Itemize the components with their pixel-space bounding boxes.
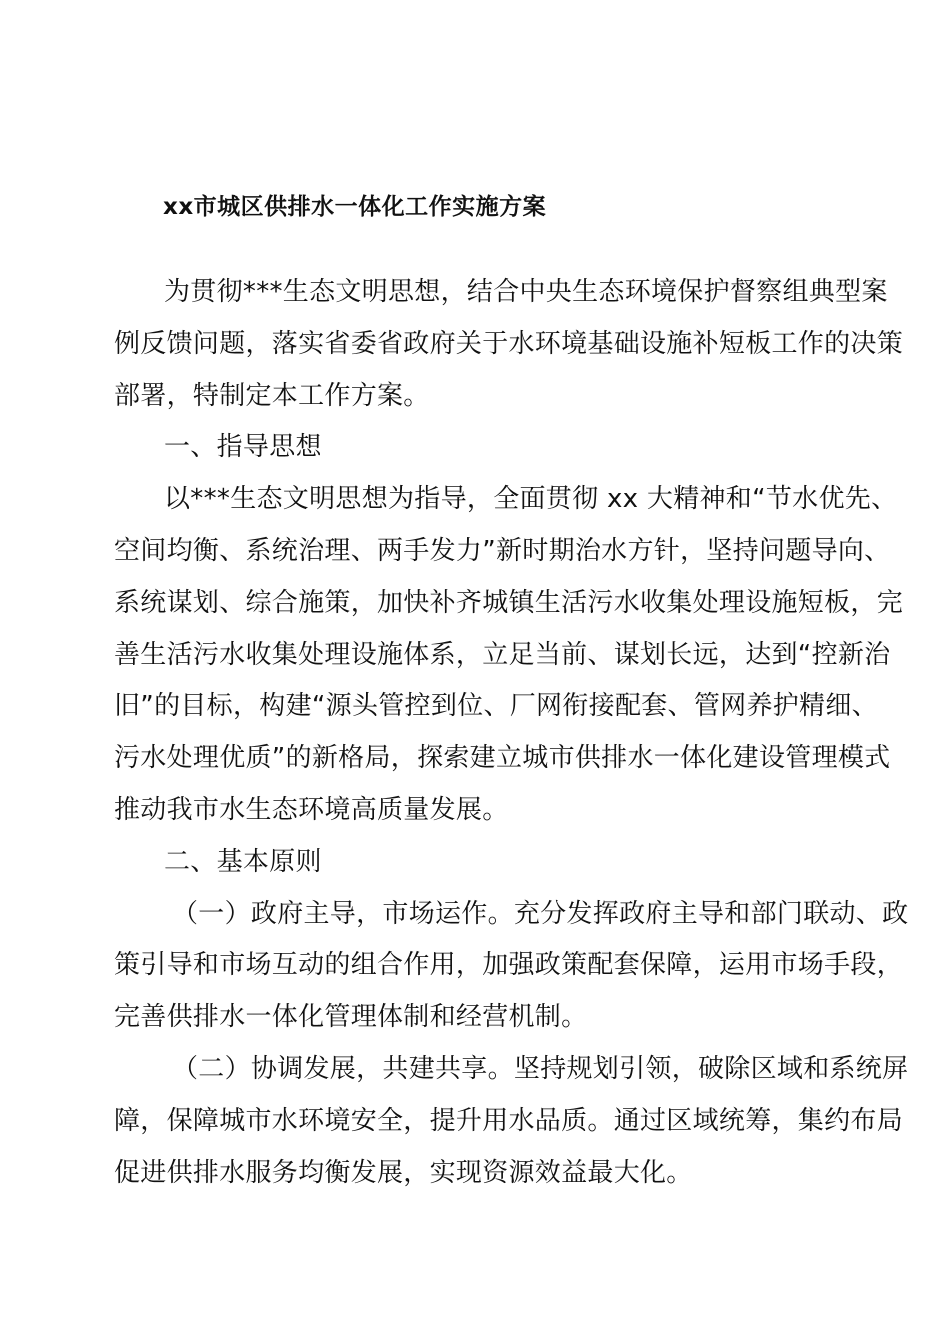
paragraph-line: 促进供排水服务均衡发展，实现资源效益最大化。 bbox=[114, 1157, 693, 1188]
paragraph-line: 部署，特制定本工作方案。 bbox=[114, 380, 430, 411]
paragraph-line: 推动我市水生态环境高质量发展。 bbox=[114, 794, 509, 825]
document-body bbox=[114, 267, 909, 1199]
paragraph-line: 善生活污水收集处理设施体系，立足当前、谋划长远，达到“控新治 bbox=[114, 639, 891, 670]
paragraph-line: 障，保障城市水环境安全，提升用水品质。通过区域统筹，集约布局 bbox=[114, 1105, 904, 1136]
paragraph-line: （二）协调发展，共建共享。坚持规划引领，破除区域和系统屏 bbox=[172, 1053, 909, 1084]
section-heading: 一、指导思想 bbox=[164, 432, 322, 463]
document-title: xx市城区供排水一体化工作实施方案 bbox=[163, 194, 547, 220]
paragraph-line: （一）政府主导，市场运作。充分发挥政府主导和部门联动、政 bbox=[172, 898, 909, 929]
paragraph-line: 污水处理优质”的新格局，探索建立城市供排水一体化建设管理模式 bbox=[114, 743, 891, 774]
paragraph-line: 为贯彻***生态文明思想，结合中央生态环境保护督察组典型案 bbox=[164, 277, 888, 307]
section-heading: 二、基本原则 bbox=[164, 846, 322, 877]
paragraph-line: 完善供排水一体化管理体制和经营机制。 bbox=[114, 1002, 588, 1033]
paragraph-line: 系统谋划、综合施策，加快补齐城镇生活污水收集处理设施短板，完 bbox=[114, 587, 904, 618]
paragraph-line: 旧”的目标，构建“源头管控到位、厂网衔接配套、管网养护精细、 bbox=[114, 691, 878, 722]
paragraph-line: 空间均衡、系统治理、两手发力”新时期治水方针，坚持问题导向、 bbox=[114, 535, 891, 566]
paragraph-line: 例反馈问题，落实省委省政府关于水环境基础设施补短板工作的决策 bbox=[114, 328, 904, 359]
paragraph-line: 策引导和市场互动的组合作用，加强政策配套保障，运用市场手段， bbox=[114, 950, 904, 981]
paragraph-line: 以***生态文明思想为指导，全面贯彻 xx 大精神和“节水优先、 bbox=[164, 484, 898, 515]
